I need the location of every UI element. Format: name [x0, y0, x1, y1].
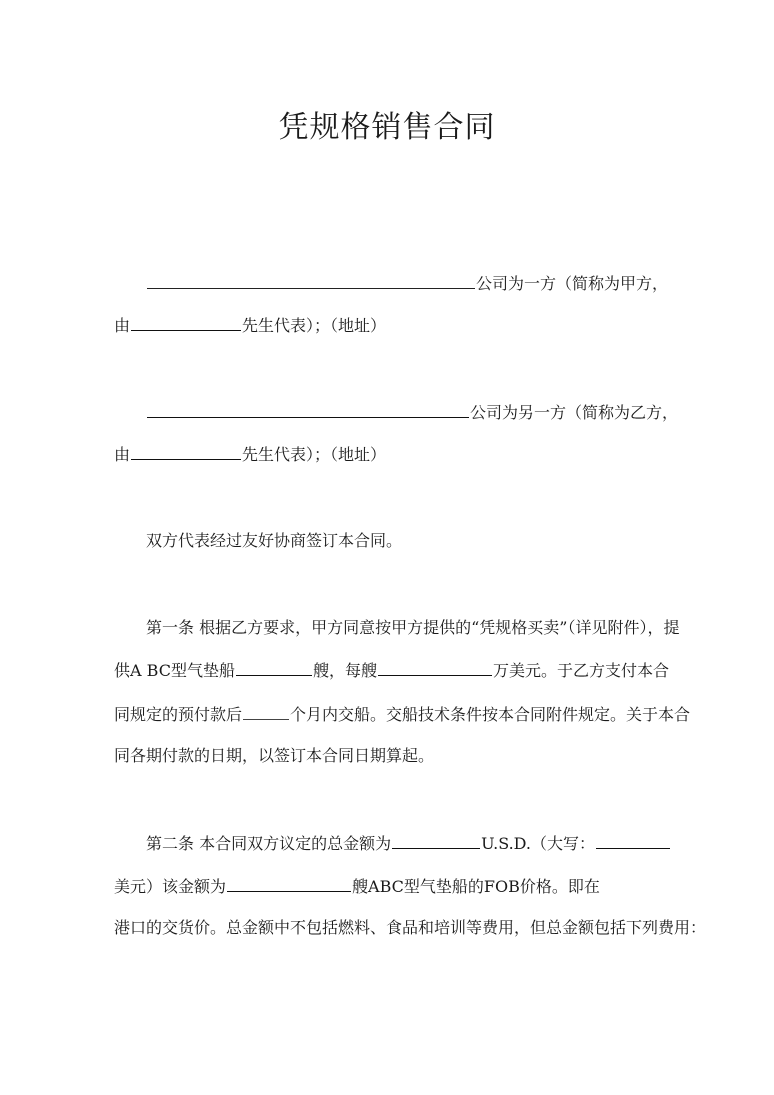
article1-price-suffix: 万美元。于乙方支付本合	[492, 661, 669, 680]
article2-total-prefix: 第二条 本合同双方议定的总金额为	[146, 834, 392, 853]
amount-in-words-blank[interactable]	[596, 832, 670, 849]
party-b-rep-prefix: 由	[114, 445, 131, 464]
party-b-rep-blank[interactable]	[131, 443, 241, 460]
party-b-rep-suffix: 先生代表）；（地址）	[242, 445, 387, 464]
party-b-rep-line	[114, 443, 664, 466]
party-a-rep-prefix: 由	[114, 316, 131, 335]
intro-text: 双方代表经过友好协商签订本合同。	[146, 531, 403, 550]
delivery-months-blank[interactable]	[243, 703, 289, 720]
article1-prepay: 同规定的预付款后	[114, 705, 243, 724]
total-amount-blank[interactable]	[392, 832, 480, 849]
unit-price-blank[interactable]	[378, 659, 492, 676]
article1-line2	[114, 659, 669, 682]
party-a-rep-blank[interactable]	[131, 314, 241, 331]
party-a-suffix: 公司为一方（简称为甲方，	[476, 274, 669, 293]
article1-product: 供A BC型气垫船	[114, 661, 235, 680]
article2-currency: U.S.D.（大写：	[481, 834, 596, 853]
article1-unit: 艘，每艘	[312, 661, 377, 680]
article1-line3	[114, 703, 691, 726]
party-a-line	[146, 272, 669, 295]
party-b-company-blank[interactable]	[147, 401, 469, 418]
fob-ship-count-blank[interactable]	[227, 875, 351, 892]
article2-line3: 港口的交货价。总金额中不包括燃料、食品和培训等费用，但总金额包括下列费用：	[114, 918, 707, 937]
ship-quantity-blank[interactable]	[236, 659, 312, 676]
article2-amount-prefix: 美元）该金额为	[114, 877, 227, 896]
article1-delivery: 个月内交船。交船技术条件按本合同附件规定。关于本合	[290, 705, 691, 724]
document-title: 凭规格销售合同	[278, 110, 496, 145]
article2-line2	[114, 875, 664, 898]
party-b-line	[146, 401, 679, 424]
party-b-suffix: 公司为另一方（简称为乙方，	[470, 403, 679, 422]
article2-fob: 艘ABC型气垫船的FOB价格。即在	[352, 877, 600, 896]
party-a-rep-line	[114, 314, 664, 337]
article1-line1: 第一条 根据乙方要求，甲方同意按甲方提供的“凭规格买卖”（详见附件），提	[146, 618, 680, 637]
party-a-rep-suffix: 先生代表）；（地址）	[242, 316, 387, 335]
article2-line1	[146, 832, 664, 855]
party-a-company-blank[interactable]	[147, 272, 475, 289]
article1-line4: 同各期付款的日期，以签订本合同日期算起。	[114, 746, 435, 765]
